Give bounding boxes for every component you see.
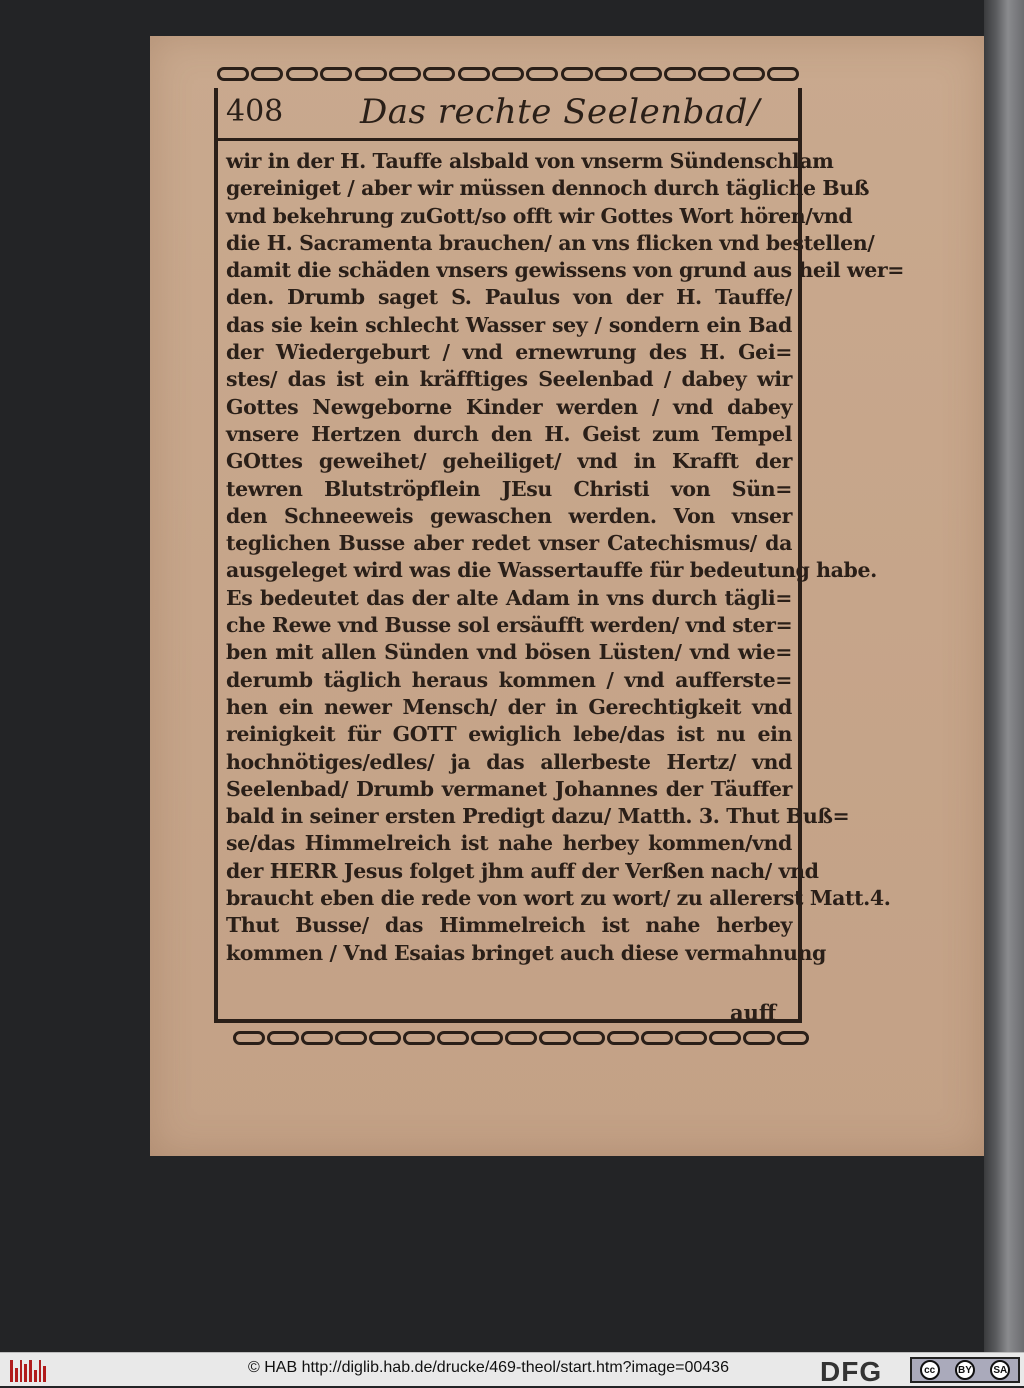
- ornament-bead: [664, 67, 696, 81]
- text-line: das sie kein schlecht Wasser sey / sondern ein Bad: [226, 312, 792, 337]
- attribution-link[interactable]: © HAB http://diglib.hab.de/drucke/469-theol/start.htm?image=00436: [248, 1359, 729, 1376]
- ornament-bead: [607, 1031, 639, 1045]
- ornament-bead: [471, 1031, 503, 1045]
- ornament-bead: [251, 67, 283, 81]
- text-line: hen ein newer Mensch/ der in Gerechtigkeit vnd: [226, 694, 792, 719]
- text-line: braucht eben die rede von wort zu wort/ zu allererst Matt.4.: [226, 886, 891, 911]
- ornament-bead: [320, 67, 352, 81]
- text-line: ben mit allen Sünden vnd bösen Lüsten/ vnd wie=: [226, 640, 792, 665]
- running-title: Das rechte Seelenbad/: [360, 92, 760, 132]
- text-line: se/das Himmelreich ist nahe herbey kommen/vnd: [226, 831, 792, 856]
- ornament-bead: [423, 67, 455, 81]
- header-rule: [218, 138, 798, 141]
- text-line: vnd bekehrung zuGott/so offt wir Gottes Wort hören/vnd: [226, 203, 853, 228]
- text-line: reinigkeit für GOTT ewiglich lebe/das ist nu ein: [226, 722, 792, 747]
- text-line: kommen / Vnd Esaias bringet auch diese vermahnung: [226, 940, 826, 965]
- text-line: teglichen Busse aber redet vnser Catechismus/ da: [226, 531, 792, 556]
- header-ornament: [216, 64, 800, 84]
- ornament-bead: [355, 67, 387, 81]
- page-number: 408: [226, 94, 284, 129]
- ornament-bead: [630, 67, 662, 81]
- ornament-bead: [767, 67, 799, 81]
- by-icon: BY: [955, 1360, 975, 1380]
- text-line: ausgeleget wird was die Wassertauffe für bedeutung habe.: [226, 558, 877, 583]
- text-line: tewren Blutströpflein JEsu Christi von Sün=: [226, 476, 792, 501]
- text-line: wir in der H. Tauffe alsbald von vnserm Sündenschlam: [226, 149, 834, 173]
- text-line: den Schneeweis gewaschen werden. Von vnser: [226, 503, 792, 528]
- ornament-bead: [539, 1031, 571, 1045]
- text-line: derumb täglich heraus kommen / vnd aufferste=: [226, 667, 792, 692]
- ornament-bead: [233, 1031, 265, 1045]
- ornament-bead: [709, 1031, 741, 1045]
- text-line: bald in seiner ersten Predigt dazu/ Matth. 3. Thut Buß=: [226, 804, 850, 829]
- ornament-bead: [698, 67, 730, 81]
- ornament-bead: [335, 1031, 367, 1045]
- ornament-bead: [369, 1031, 401, 1045]
- text-line: den. Drumb saget S. Paulus von der H. Tauffe/: [226, 285, 792, 310]
- hab-logo-icon[interactable]: [10, 1358, 46, 1382]
- text-line: Es bedeutet das der alte Adam in vns durch tägli=: [226, 585, 792, 610]
- ornament-bead: [403, 1031, 435, 1045]
- catchword: auff: [730, 1000, 777, 1025]
- sa-icon: SA: [990, 1360, 1010, 1380]
- text-line: Seelenbad/ Drumb vermanet Johannes der Täuffer: [226, 776, 792, 801]
- ornament-bead: [458, 67, 490, 81]
- creative-commons-icon: cc: [920, 1360, 940, 1380]
- ornament-bead: [301, 1031, 333, 1045]
- text-line: die H. Sacramenta brauchen/ an vns flicken vnd bestellen/: [226, 230, 875, 255]
- text-line: Thut Busse/ das Himmelreich ist nahe herbey: [226, 913, 792, 938]
- text-line: che Rewe vnd Busse sol ersäufft werden/ vnd ster=: [226, 613, 793, 638]
- ornament-bead: [437, 1031, 469, 1045]
- body-text: [226, 148, 905, 967]
- text-line: gereiniget / aber wir müssen dennoch durch tägliche Buß: [226, 176, 870, 201]
- ornament-bead: [573, 1031, 605, 1045]
- ornament-bead: [267, 1031, 299, 1045]
- ornament-bead: [526, 67, 558, 81]
- text-line: der HERR Jesus folget jhm auff der Verßen nach/ vnd: [226, 858, 819, 883]
- ornament-bead: [286, 67, 318, 81]
- scan-edge-strip: [984, 0, 1024, 1352]
- footer-ornament: [232, 1028, 792, 1048]
- text-line: GOttes geweihet/ geheiliget/ vnd in Krafft der: [226, 449, 792, 474]
- text-line: der Wiedergeburt / vnd ernewrung des H. Gei=: [226, 340, 792, 365]
- ornament-bead: [561, 67, 593, 81]
- text-line: stes/ das ist ein kräfftiges Seelenbad / dabey wir: [226, 367, 792, 392]
- ornament-bead: [675, 1031, 707, 1045]
- dfg-logo-icon[interactable]: DFG: [820, 1356, 883, 1387]
- ornament-bead: [743, 1031, 775, 1045]
- ornament-bead: [505, 1031, 537, 1045]
- ornament-bead: [777, 1031, 809, 1045]
- ornament-bead: [389, 67, 421, 81]
- text-line: vnsere Hertzen durch den H. Geist zum Tempel: [226, 421, 792, 446]
- ornament-bead: [492, 67, 524, 81]
- text-line: damit die schäden vnsers gewissens von grund aus heil wer=: [226, 258, 905, 283]
- ornament-bead: [217, 67, 249, 81]
- ornament-bead: [641, 1031, 673, 1045]
- ornament-bead: [595, 67, 627, 81]
- viewer-footer: [0, 1352, 1024, 1386]
- text-line: hochnötiges/edles/ ja das allerbeste Hertz/ vnd: [226, 749, 792, 774]
- ornament-bead: [733, 67, 765, 81]
- cc-license-badge[interactable]: [910, 1357, 1020, 1383]
- text-line: Gottes Newgeborne Kinder werden / vnd dabey: [226, 394, 792, 419]
